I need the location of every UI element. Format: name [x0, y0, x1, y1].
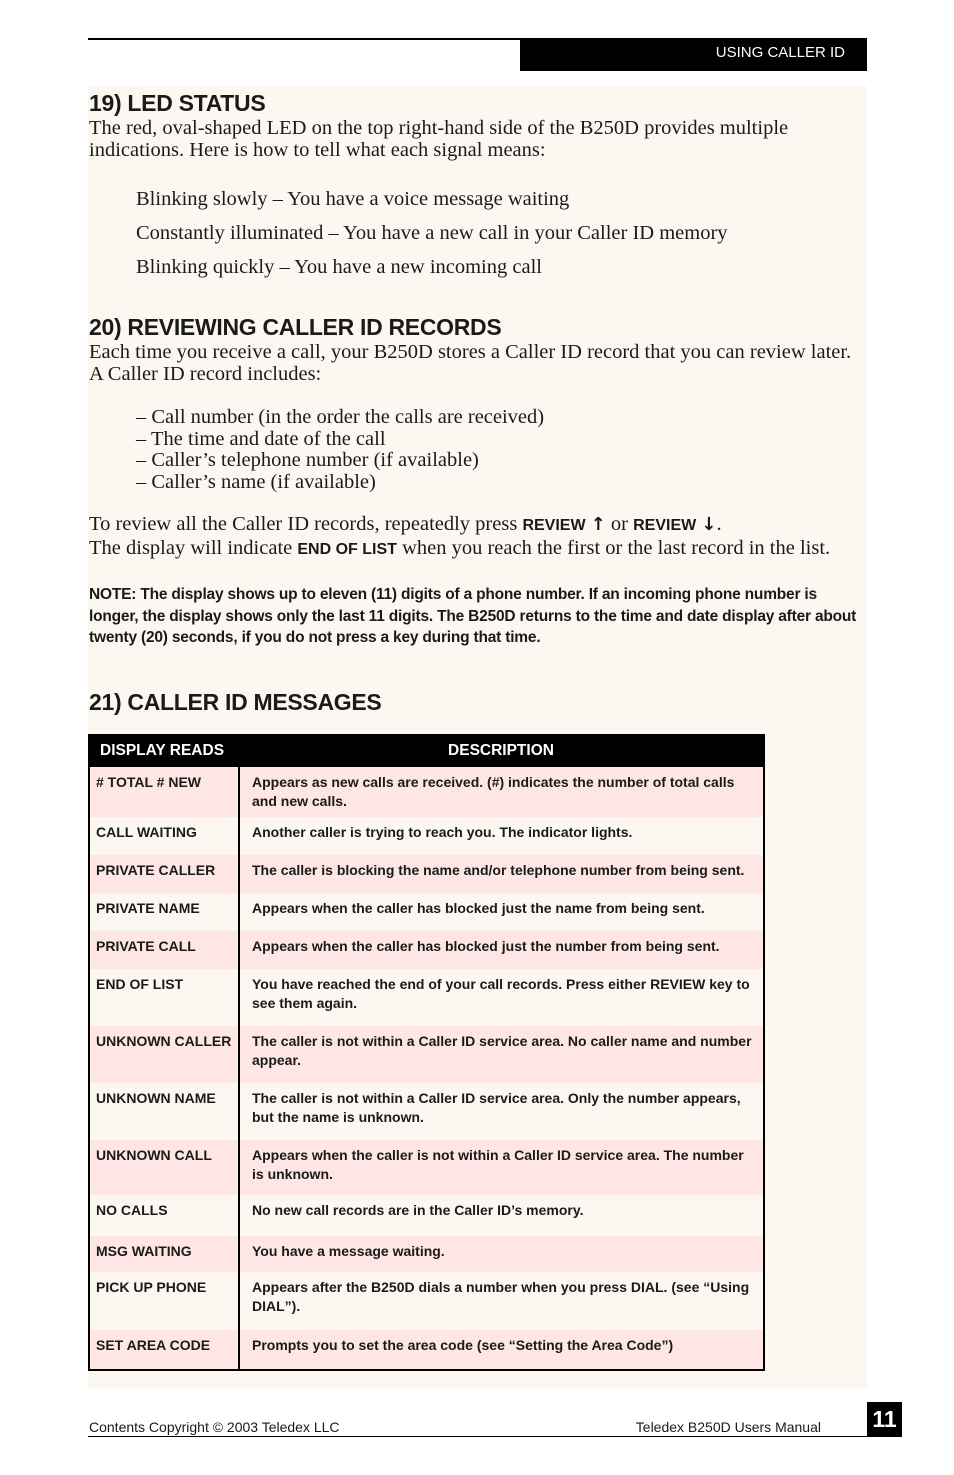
table-row [89, 1195, 764, 1236]
table-row [89, 1026, 764, 1083]
led-signal-item: Blinking slowly – You have a voice message waiting [136, 188, 570, 210]
section-header [520, 38, 867, 71]
table-row [89, 969, 764, 1026]
record-content-item: – Call number (in the order the calls are received) [136, 406, 545, 428]
display-reads-cell: PRIVATE CALL [89, 931, 239, 969]
display-reads-cell: UNKNOWN CALL [89, 1140, 239, 1195]
description-cell: You have reached the end of your call records. Press either REVIEW key to see them again. [239, 969, 764, 1026]
display-indicate-text: The display will indicate [89, 537, 298, 559]
display-indicate-suffix: when you reach the first or the last record in the list. [396, 537, 831, 559]
description-cell: Appears after the B250D dials a number when you press DIAL. (see “Using DIAL”). [239, 1272, 764, 1330]
table-row [89, 931, 764, 969]
description-cell: Appears when the caller has blocked just the number from being sent. [239, 931, 764, 969]
led-status-intro: The red, oval-shaped LED on the top right-hand side of the B250D provides multiple indications. Here is how to tell what each signal means: [89, 117, 789, 161]
record-content-item: – Caller’s name (if available) [136, 470, 376, 493]
reviewing-records-heading: 20) REVIEWING CALLER ID RECORDS [89, 314, 502, 340]
display-reads-cell: PRIVATE NAME [89, 893, 239, 931]
led-signal-item: Constantly illuminated – You have a new call in your Caller ID memory [136, 222, 728, 244]
footer-rule [88, 1436, 867, 1437]
description-cell: The caller is not within a Caller ID service area. No caller name and number appear. [239, 1026, 764, 1083]
table-row [89, 855, 764, 893]
footer-manual-title: Teledex B250D Users Manual [635, 1419, 821, 1435]
footer-copyright: Contents Copyright © 2003 Teledex LLC [89, 1419, 340, 1435]
display-reads-cell: MSG WAITING [89, 1236, 239, 1272]
table-row [89, 1083, 764, 1140]
header-rule [88, 38, 520, 40]
description-cell: The caller is blocking the name and/or telephone number from being sent. [239, 855, 764, 893]
description-cell: The caller is not within a Caller ID service area. Only the number appears, but the name is unknown. [239, 1083, 764, 1140]
review-up-key: REVIEW [522, 517, 586, 534]
review-period: . [716, 513, 722, 535]
display-reads-cell: NO CALLS [89, 1195, 239, 1236]
description-cell: Appears when the caller has blocked just the name from being sent. [239, 893, 764, 931]
section-title: USING CALLER ID [715, 44, 845, 61]
display-reads-cell: UNKNOWN NAME [89, 1083, 239, 1140]
record-contents-list [89, 407, 865, 493]
display-reads-cell: # TOTAL # NEW [89, 767, 239, 817]
review-instruction-text: To review all the Caller ID records, repeatedly press [89, 513, 523, 535]
caller-id-messages-heading: 21) CALLER ID MESSAGES [89, 688, 382, 715]
page-number: 11 [867, 1402, 902, 1437]
table-row [89, 1272, 764, 1330]
arrow-up-icon: ↑ [590, 514, 606, 535]
display-reads-cell: CALL WAITING [89, 817, 239, 855]
record-content-item: – Caller’s telephone number (if available) [136, 449, 479, 471]
table-row [89, 767, 764, 817]
display-reads-cell: PRIVATE CALLER [89, 855, 239, 893]
description-cell: Another caller is trying to reach you. The indicator lights. [239, 817, 764, 855]
reviewing-records-intro: Each time you receive a call, your B250D stores a Caller ID record that you can review later. A Caller ID record includes: [89, 341, 852, 385]
table-header-row [89, 735, 764, 767]
review-instruction [89, 513, 865, 561]
page-content [89, 86, 865, 1371]
table-row [89, 1140, 764, 1195]
note-paragraph: NOTE: The display shows up to eleven (11) digits of a phone number. If an incoming phone number is longer, the display shows only the last 11 digits. The B250D returns to the time and date display after about twenty (20) seconds, if you do not press a key during that time. [89, 586, 857, 646]
review-or-text: or [605, 513, 634, 535]
display-reads-cell: END OF LIST [89, 969, 239, 1026]
led-signal-item: Blinking quickly – You have a new incoming call [136, 256, 542, 278]
description-cell: No new call records are in the Caller ID’s memory. [239, 1195, 764, 1236]
table-row [89, 1330, 764, 1370]
review-down-key: REVIEW [633, 517, 697, 534]
table-row [89, 1236, 764, 1272]
caller-id-messages-table [88, 734, 765, 1371]
column-header-description: DESCRIPTION [239, 735, 764, 767]
table-row [89, 893, 764, 931]
table-row [89, 817, 764, 855]
display-reads-cell: SET AREA CODE [89, 1330, 239, 1370]
description-cell: Appears as new calls are received. (#) indicates the number of total calls and new calls. [239, 767, 764, 817]
description-cell: Prompts you to set the area code (see “Setting the Area Code”) [239, 1330, 764, 1370]
display-reads-cell: UNKNOWN CALLER [89, 1026, 239, 1083]
description-cell: You have a message waiting. [239, 1236, 764, 1272]
column-header-display: DISPLAY READS [89, 735, 239, 767]
end-of-list-label: END OF LIST [297, 541, 397, 558]
arrow-down-icon: ↓ [701, 514, 717, 535]
description-cell: Appears when the caller is not within a Caller ID service area. The number is unknown. [239, 1140, 764, 1195]
record-content-item: – The time and date of the call [136, 427, 386, 450]
led-signal-list [89, 182, 865, 284]
display-reads-cell: PICK UP PHONE [89, 1272, 239, 1330]
led-status-heading: 19) LED STATUS [89, 90, 266, 116]
